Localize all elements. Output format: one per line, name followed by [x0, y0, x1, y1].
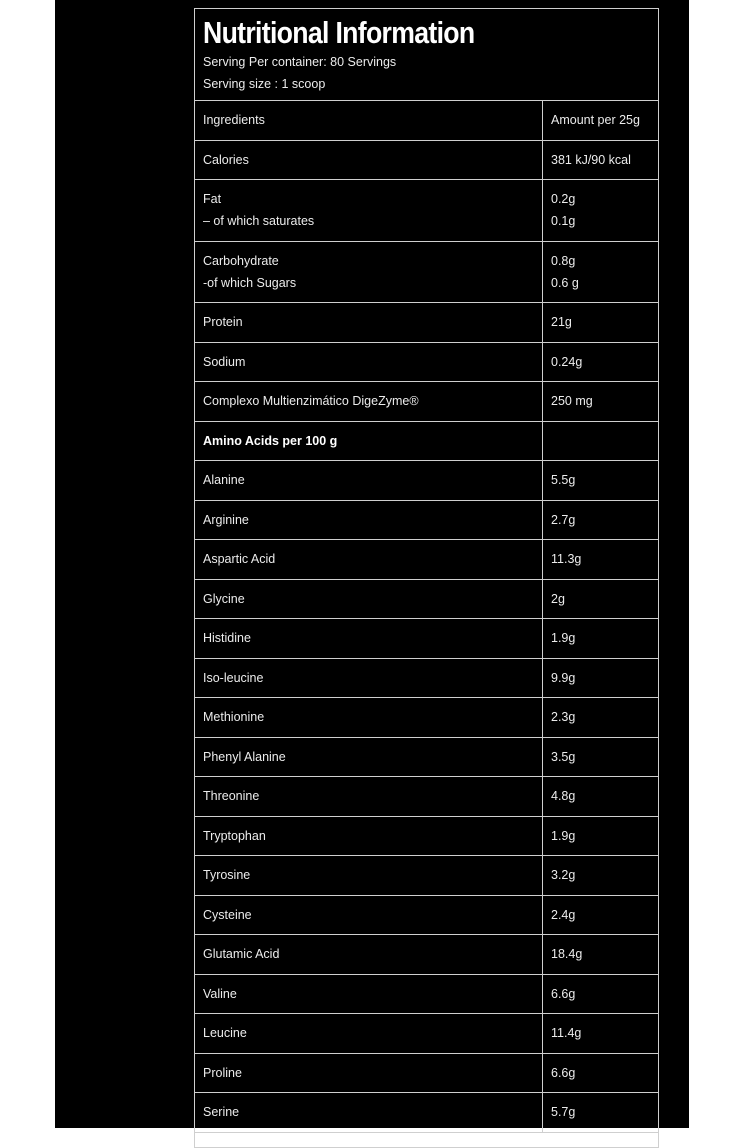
table-row — [195, 343, 658, 383]
amino-name: Serine — [203, 1105, 240, 1120]
amino-amount: 6.6g — [551, 1065, 576, 1080]
amino-acids-header-row — [195, 422, 658, 462]
amino-name: Histidine — [203, 631, 251, 646]
nutrient-amount: 381 kJ/90 kcal — [551, 152, 631, 167]
table-row — [195, 935, 658, 975]
nutrient-amount: 250 mg — [551, 394, 593, 409]
table-row — [195, 817, 658, 857]
amino-amount: 11.3g — [551, 552, 582, 567]
amino-name: Leucine — [203, 1026, 247, 1041]
amino-amount: 2.4g — [551, 907, 576, 922]
table-row — [195, 777, 658, 817]
table-row — [195, 580, 658, 620]
amino-amount: 6.6g — [551, 986, 576, 1001]
table-row — [195, 501, 658, 541]
amino-name: Cysteine — [203, 907, 252, 922]
table-row — [195, 738, 658, 778]
header-ingredients: Ingredients — [203, 113, 265, 128]
amino-amount: 4.8g — [551, 789, 576, 804]
nutrition-table — [194, 8, 659, 1148]
table-row — [195, 461, 658, 501]
table-row — [195, 698, 658, 738]
amino-name: Valine — [203, 986, 237, 1001]
amino-name: Iso-leucine — [203, 670, 264, 685]
amino-amount: 9.9g — [551, 670, 576, 685]
nutrient-name: Fat — [203, 192, 222, 207]
table-row — [195, 1014, 658, 1054]
table-row — [195, 659, 658, 699]
table-row — [195, 242, 658, 304]
amino-amount: 5.5g — [551, 473, 576, 488]
table-row — [195, 1054, 658, 1094]
table-row — [195, 141, 658, 181]
nutrient-name: Carbohydrate — [203, 253, 279, 268]
table-row — [195, 382, 658, 422]
amino-amount: 3.2g — [551, 868, 576, 883]
nutrient-amount: 21g — [551, 315, 572, 330]
header-amount: Amount per 25g — [551, 113, 640, 128]
amino-amount: 11.4g — [551, 1026, 582, 1041]
nutrient-name: Protein — [203, 315, 243, 330]
amino-name: Proline — [203, 1065, 242, 1080]
amino-name: Tyrosine — [203, 868, 251, 883]
amino-name: Alanine — [203, 473, 245, 488]
table-header-row — [195, 101, 658, 141]
amino-amount: 1.9g — [551, 828, 576, 843]
nutrient-amount: 0.2g — [551, 192, 576, 207]
table-row — [195, 975, 658, 1015]
serving-per-container: Serving Per container: 80 Servings — [203, 55, 397, 69]
nutrient-amount: 0.8g — [551, 253, 576, 268]
nutrient-name: Calories — [203, 152, 249, 167]
table-row — [195, 540, 658, 580]
serving-size: Serving size : 1 scoop — [203, 77, 326, 91]
nutrition-header — [195, 9, 658, 101]
amino-name: Threonine — [203, 789, 260, 804]
table-row — [195, 180, 658, 242]
nutrient-sub-amount: 0.1g — [551, 214, 576, 229]
amino-amount: 3.5g — [551, 749, 576, 764]
amino-amount: 2.3g — [551, 710, 576, 725]
amino-name: Arginine — [203, 512, 249, 527]
amino-name: Glutamic Acid — [203, 947, 280, 962]
table-row — [195, 619, 658, 659]
amino-name: Methionine — [203, 710, 265, 725]
amino-amount: 1.9g — [551, 631, 576, 646]
amino-amount: 18.4g — [551, 947, 583, 962]
label-panel — [55, 0, 689, 1128]
table-row — [195, 856, 658, 896]
table-row — [195, 896, 658, 936]
amino-name: Aspartic Acid — [203, 552, 276, 567]
amino-amount: 5.7g — [551, 1105, 576, 1120]
amino-name: Glycine — [203, 591, 245, 606]
amino-amount: 2g — [551, 591, 565, 606]
amino-amount: 2.7g — [551, 512, 576, 527]
nutrient-name: Sodium — [203, 354, 246, 369]
amino-acids-header: Amino Acids per 100 g — [203, 433, 338, 448]
nutrient-name: Complexo Multienzimático DigeZyme® — [203, 394, 419, 409]
nutrient-amount: 0.24g — [551, 354, 583, 369]
table-row — [195, 1093, 658, 1133]
amino-name: Phenyl Alanine — [203, 749, 286, 764]
nutrient-sub-name: – of which saturates — [203, 214, 315, 229]
amino-name: Tryptophan — [203, 828, 266, 843]
table-row — [195, 303, 658, 343]
page-title: Nutritional Information — [203, 15, 475, 50]
nutrient-sub-amount: 0.6 g — [551, 275, 579, 290]
nutrient-sub-name: -of which Sugars — [203, 275, 297, 290]
